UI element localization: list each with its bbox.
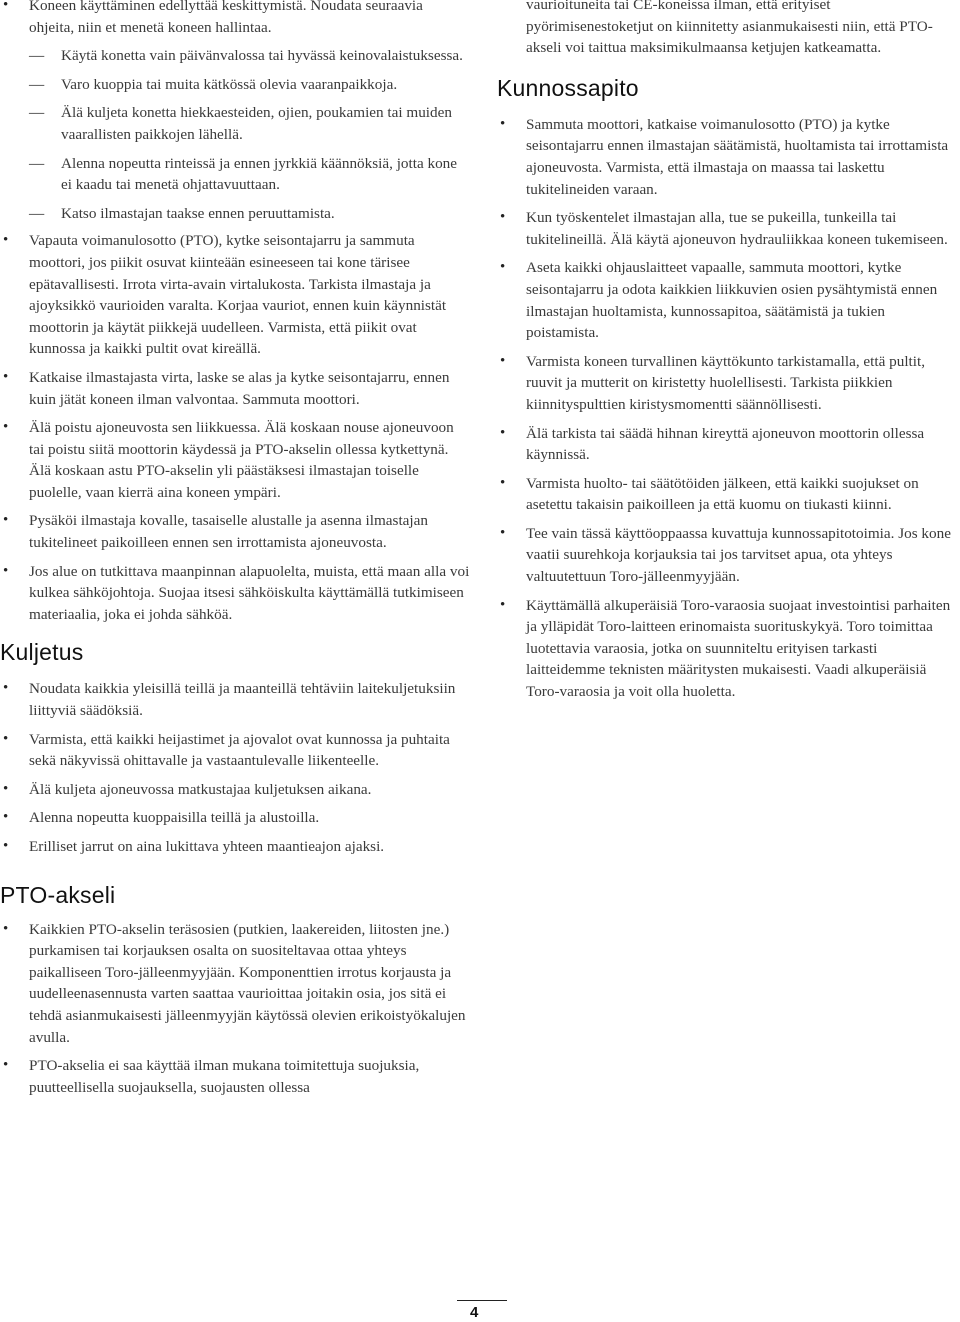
- list-item: [0, 678, 470, 721]
- list-item-text: Alenna nopeutta rinteissä ja ennen jyrkkiä käännöksiä, jotta kone ei kaadu tai menetä ohjattavuuttaan.: [61, 154, 458, 194]
- dash-icon: —: [29, 104, 45, 122]
- list-item: [0, 779, 470, 801]
- list-item-text: Pysäköi ilmastaja kovalle, tasaiselle alustalle ja asenna ilmastajan tukitelineet paikoilleen ennen sen irrottamista ajoneuvosta.: [29, 512, 428, 552]
- list-item: [497, 114, 960, 200]
- list-item: [497, 257, 960, 343]
- bullet-icon: •: [3, 368, 9, 385]
- bullet-icon: •: [3, 680, 9, 697]
- list-item-text: Käytä konetta vain päivänvalossa tai hyvässä keinovalaistuksessa.: [61, 47, 463, 65]
- bullet-icon: •: [3, 232, 9, 249]
- list-item: [0, 230, 470, 360]
- section-heading-kunnossapito: Kunnossapito: [497, 74, 639, 101]
- list-item: [0, 102, 470, 145]
- list-item-text: Kaikkien PTO-akselin teräsosien (putkien, laakereiden, liitosten jne.) purkamisen tai korjauksen osalta on suositeltavaa ottaa yhteys paikalliseen Toro-jälleenmyyjään. Komponenttien irrotus korjausta ja uudelleenasennusta varten saattaa vaurioittaa joitakin osia, jos sitä ei tehdä asianmukaisesti jälleenmyyjän käytössä olevien erikoistyökalujen avulla.: [29, 920, 466, 1046]
- right-column: [497, 0, 960, 710]
- list-item-text: Älä kuljeta ajoneuvossa matkustajaa kuljetuksen aikana.: [29, 780, 372, 798]
- bullet-icon: •: [3, 512, 9, 529]
- list-item-text: Varo kuoppia tai muita kätkössä olevia vaaranpaikkoja.: [61, 75, 398, 93]
- bullet-icon: •: [3, 730, 9, 747]
- bullet-icon: •: [500, 596, 506, 613]
- list-item: [0, 153, 470, 196]
- list-item-text: Varmista huolto- tai säätötöiden jälkeen, että kaikki suojukset on asetettu takaisin paikoilleen ja että kuomu on tiukasti kiinni.: [526, 474, 919, 514]
- bullet-icon: •: [3, 809, 9, 826]
- list-item: [497, 423, 960, 466]
- page-number-rule: [457, 1300, 507, 1301]
- list-item-text: Käyttämällä alkuperäisiä Toro-varaosia suojaat investointisi parhaiten ja ylläpidät Toro-laitteen erinomaista suorituskykyä. Toro toimittaa luotettavia varaosia, jotka on suunniteltu erityisen tarkasti laitteidemme teknisten määritysten mukaisesti. Vaadi alkuperäisiä Toro-varaosia ja voit olla huoletta.: [526, 596, 951, 701]
- list-item: [0, 510, 470, 553]
- list-item-text: Sammuta moottori, katkaise voimanulosotto (PTO) ja kytke seisontajarru ennen ilmastajan säätämistä, huoltamista tai irrottamista ajoneuvosta. Varmista, että ilmastaja on maassa tai laskettu tukitelineiden varaan.: [526, 115, 949, 198]
- section-heading-pto-akseli: PTO-akseli: [0, 881, 116, 908]
- bullet-icon: •: [500, 424, 506, 441]
- dash-icon: —: [29, 47, 45, 65]
- list-item-text: Varmista koneen turvallinen käyttökunto tarkistamalla, että pultit, ruuvit ja mutterit on kiristetty huolellisesti. Tarkista piikkien kiinnityspulttien kiristysmomentti säännöllisesti.: [526, 352, 925, 413]
- list-item-text: Alenna nopeutta kuoppaisilla teillä ja alustoilla.: [29, 809, 320, 827]
- kuljetus-bullet-list: [0, 678, 470, 857]
- dash-list: [0, 45, 470, 224]
- list-item-text: Aseta kaikki ohjauslaitteet vapaalle, sammuta moottori, kytke seisontajarru ja odota kaikkien liikkuvien osien pysähtymistä ennen ilmastajan huoltamista, kunnossapitoa, säätämistä ja tukien poistamista.: [526, 259, 938, 342]
- dash-icon: —: [29, 154, 45, 172]
- list-item-text: PTO-akselia ei saa käyttää ilman mukana toimitettuja suojuksia, puutteellisella suojauksella, suojausten ollessa: [29, 1057, 420, 1096]
- bullet-icon: •: [500, 209, 506, 226]
- bullet-icon: •: [500, 115, 506, 132]
- list-item: [0, 836, 470, 858]
- list-item: [0, 0, 470, 38]
- list-item: [0, 807, 470, 829]
- list-item-text: Noudata kaikkia yleisillä teillä ja maanteillä tehtäviin laitekuljetuksiin liittyviä säädöksiä.: [29, 680, 456, 720]
- section-heading-kuljetus: Kuljetus: [0, 639, 84, 666]
- list-item-text: Älä poistu ajoneuvosta sen liikkuessa. Älä koskaan nouse ajoneuvoon tai poistu siitä moottorin käydessä ja PTO-akselin ollessa kytkettynä. Älä koskaan astu PTO-akselin yli päästäksesi ilmastajan toiselle puolelle, vaan kierrä aina koneen ympäri.: [29, 419, 454, 501]
- left-column: [0, 0, 470, 1105]
- list-item: [497, 523, 960, 588]
- list-item: [0, 919, 470, 1049]
- list-item-text: Älä kuljeta konetta hiekkaesteiden, ojien, poukamien tai muiden vaarallisten paikkojen lähellä.: [61, 104, 452, 143]
- bullet-icon: •: [3, 1057, 9, 1074]
- page-number: 4: [470, 1304, 479, 1321]
- list-item-text: Vapauta voimanulosotto (PTO), kytke seisontajarru ja sammuta moottori, jos piikit osuvat kiinteään esineeseen tai kone tärisee epätavallisesti. Irrota virta-avain virtalukosta. Tarkista ilmastaja ja ajoyksikkö vaurioiden varalta. Korjaa vauriot, ennen kuin käynnistät moottorin ja käytät piikkejä uudelleen. Varmista, että piikit ovat kunnossa ja kaikki pultit ovat kireällä.: [29, 232, 447, 358]
- bullet-icon: •: [3, 838, 9, 854]
- bullet-icon: •: [500, 352, 506, 369]
- list-item: [0, 729, 470, 772]
- list-item: [0, 74, 470, 96]
- list-item-text: Katkaise ilmastajasta virta, laske se alas ja kytke seisontajarru, ennen kuin jätät koneen ilman valvontaa. Sammuta moottori.: [29, 368, 450, 408]
- list-item-text: Koneen käyttäminen edellyttää keskittymistä. Noudata seuraavia ohjeita, niin et menetä koneen hallintaa.: [29, 0, 423, 36]
- dash-icon: —: [29, 204, 45, 222]
- list-item-text: Älä tarkista tai säädä hihnan kireyttä ajoneuvon moottorin ollessa käynnissä.: [526, 424, 925, 464]
- list-item-text: Varmista, että kaikki heijastimet ja ajovalot ovat kunnossa ja puhtaita sekä näkyvissä ohittavalle ja vastaantulevalle liikenteelle.: [29, 730, 450, 770]
- list-item: [497, 473, 960, 516]
- continuation-paragraph: vaurioituneita tai CE-koneissa ilman, että erityiset pyörimisenestoketjut on kiinnitetty asianmukaisesti niin, että PTO-akseli voi taittua maksimikulmaansa ketjujen katkeamatta.: [526, 0, 933, 57]
- kunnossapito-bullet-list: [497, 114, 960, 703]
- list-item-text: Kun työskentelet ilmastajan alla, tue se pukeilla, tunkeilla tai tukitelineillä. Älä käytä ajoneuvon hydrauliikkaa koneen tukemiseen.: [526, 209, 948, 248]
- bullet-icon: •: [3, 780, 9, 797]
- pto-bullet-list: [0, 919, 470, 1099]
- list-item: [497, 595, 960, 703]
- list-item: [0, 203, 470, 225]
- bullet-icon: •: [500, 259, 506, 276]
- bullet-icon: •: [500, 524, 506, 541]
- list-item-text: Erilliset jarrut on aina lukittava yhteen maantieajon ajaksi.: [29, 838, 385, 855]
- bullet-icon: •: [500, 474, 506, 491]
- list-item: [0, 561, 470, 626]
- bullet-icon: •: [3, 562, 9, 579]
- list-item: [497, 351, 960, 416]
- list-item-text: Jos alue on tutkittava maanpinnan alapuolelta, muista, että maan alla voi kulkea sähköjohtoja. Suojaa itsesi sähköiskulta käyttämällä tutkimiseen materiaalia, joka ei johda sähköä.: [29, 562, 470, 623]
- list-item: [497, 207, 960, 250]
- bullet-icon: •: [3, 920, 9, 937]
- list-item-text: Tee vain tässä käyttöoppaassa kuvattuja kunnossapitotoimia. Jos kone vaatii suurehkoja korjauksia tai jos tarvitset apua, ota yhteys valtuutettuun Toro-jälleenmyyjään.: [526, 524, 951, 586]
- list-item: [0, 1055, 470, 1098]
- list-item: [0, 45, 470, 67]
- safety-bullet-list: [0, 230, 470, 625]
- top-bullet-list: [0, 0, 470, 38]
- list-item: [0, 367, 470, 410]
- bullet-icon: •: [3, 419, 9, 436]
- dash-icon: —: [29, 75, 45, 93]
- list-item: [0, 417, 470, 503]
- bullet-icon: •: [3, 0, 9, 13]
- list-item-text: Katso ilmastajan taakse ennen peruuttamista.: [61, 204, 335, 222]
